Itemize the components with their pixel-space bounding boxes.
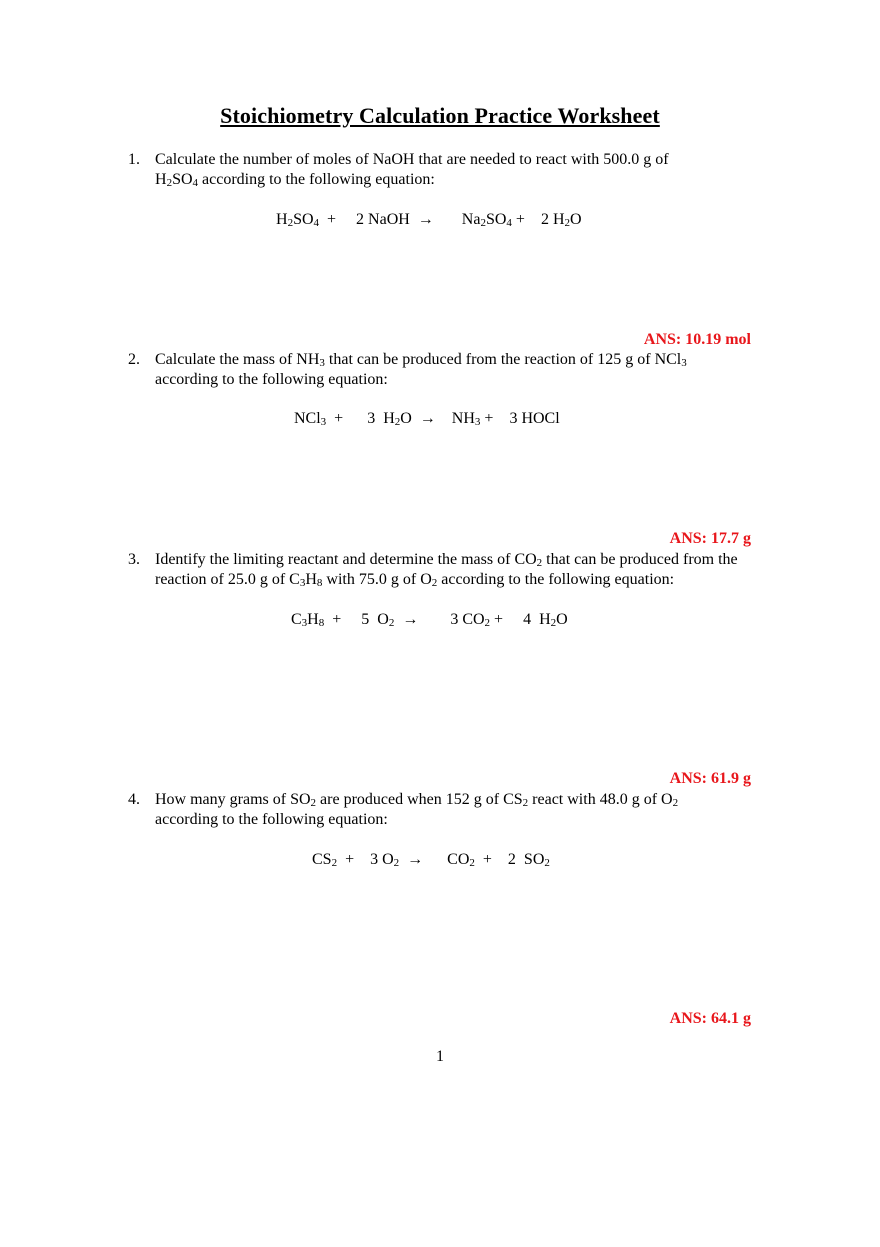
question-text	[155, 150, 795, 190]
subscript: 3	[319, 357, 325, 369]
subscript: 2	[484, 617, 491, 629]
text-run: H	[155, 171, 167, 188]
subscript: 2	[480, 217, 486, 229]
question-text	[155, 350, 795, 390]
eq-run: H	[307, 611, 319, 628]
subscript: 2	[166, 177, 173, 189]
eq-run: → CO	[399, 851, 470, 868]
eq-run: + 5 O	[324, 611, 389, 628]
eq-run: + 2 NaOH → Na	[319, 211, 481, 228]
question-number: 2.	[128, 351, 140, 368]
question-text	[155, 790, 795, 830]
subscript: 2	[544, 857, 550, 869]
page-number: 1	[436, 1048, 444, 1065]
equation-4	[312, 851, 550, 869]
subscript: 4	[506, 217, 512, 229]
question-line	[155, 790, 795, 810]
subscript: 3	[299, 577, 306, 589]
eq-run: O → NH	[400, 410, 475, 427]
subscript: 2	[536, 557, 543, 569]
question-line	[155, 550, 815, 570]
eq-run: + 4 H	[490, 611, 551, 628]
subscript: 2	[287, 217, 294, 229]
text-run: Identify the limiting reactant and determine the mass of CO	[155, 551, 537, 568]
subscript: 3	[320, 416, 327, 428]
text-run: according to the following equation:	[198, 171, 435, 188]
subscript: 2	[550, 617, 557, 629]
eq-run: O	[556, 611, 568, 628]
answer-3: ANS: 61.9 g	[669, 770, 751, 787]
text-run: are produced when 152 g of CS	[316, 791, 523, 808]
text-run: reaction of 25.0 g of C	[155, 571, 300, 588]
subscript: 2	[388, 617, 395, 629]
subscript: 2	[564, 217, 570, 229]
text-run: react with 48.0 g of O	[528, 791, 673, 808]
subscript: 2	[394, 416, 401, 428]
eq-run: + 3 HOCl	[480, 410, 560, 427]
text-run: H	[305, 571, 317, 588]
question-number: 3.	[128, 551, 140, 568]
eq-run: H	[276, 211, 288, 228]
subscript: 3	[681, 357, 687, 369]
eq-run: SO	[485, 211, 507, 228]
text-run: SO	[172, 171, 193, 188]
eq-run: O	[570, 211, 582, 228]
subscript: 2	[469, 857, 475, 869]
subscript: 4	[192, 177, 199, 189]
question-line: according to the following equation:	[155, 371, 388, 388]
text-run: Calculate the mass of NH	[155, 351, 320, 368]
question-number: 4.	[128, 791, 140, 808]
text-run: according to the following equation:	[437, 571, 675, 588]
eq-run: C	[291, 611, 302, 628]
equation-2	[294, 410, 560, 428]
eq-run: NCl	[294, 410, 321, 427]
question-line	[155, 570, 815, 590]
text-run: How many grams of SO	[155, 791, 311, 808]
question-line	[155, 350, 795, 370]
subscript: 8	[318, 617, 325, 629]
subscript: 2	[310, 797, 317, 809]
question-line	[155, 150, 795, 170]
answer-2: ANS: 17.7 g	[669, 530, 751, 547]
eq-run: + 3 H	[326, 410, 395, 427]
subscript: 8	[316, 577, 323, 589]
subscript: 2	[522, 797, 529, 809]
eq-run: → 3 CO	[394, 611, 485, 628]
subscript: 2	[393, 857, 400, 869]
subscript: 3	[474, 416, 481, 428]
question-number: 1.	[128, 151, 140, 168]
subscript: 2	[331, 857, 338, 869]
page-title: Stoichiometry Calculation Practice Worksheet	[220, 103, 660, 128]
answer-1: ANS: 10.19 mol	[643, 331, 751, 348]
eq-run: CS	[312, 851, 332, 868]
answer-4: ANS: 64.1 g	[669, 1010, 751, 1027]
text-run: that can be produced from the	[542, 551, 738, 568]
question-text	[155, 550, 815, 590]
text-run: with 75.0 g of O	[322, 571, 432, 588]
subscript: 3	[301, 617, 308, 629]
equation-1	[276, 211, 582, 229]
text-run: Calculate the number of moles of NaOH that are needed to react with 500.0 g of	[155, 151, 669, 168]
eq-run: + 2 H	[511, 211, 565, 228]
subscript: 2	[431, 577, 438, 589]
question-line	[155, 170, 795, 190]
equation-3	[291, 611, 568, 629]
subscript: 4	[313, 217, 320, 229]
eq-run: SO	[293, 211, 314, 228]
subscript: 2	[672, 797, 679, 809]
eq-run: + 2 SO	[474, 851, 545, 868]
question-line: according to the following equation:	[155, 811, 388, 828]
eq-run: + 3 O	[337, 851, 394, 868]
text-run: that can be produced from the reaction of 125 g of NCl	[324, 351, 682, 368]
